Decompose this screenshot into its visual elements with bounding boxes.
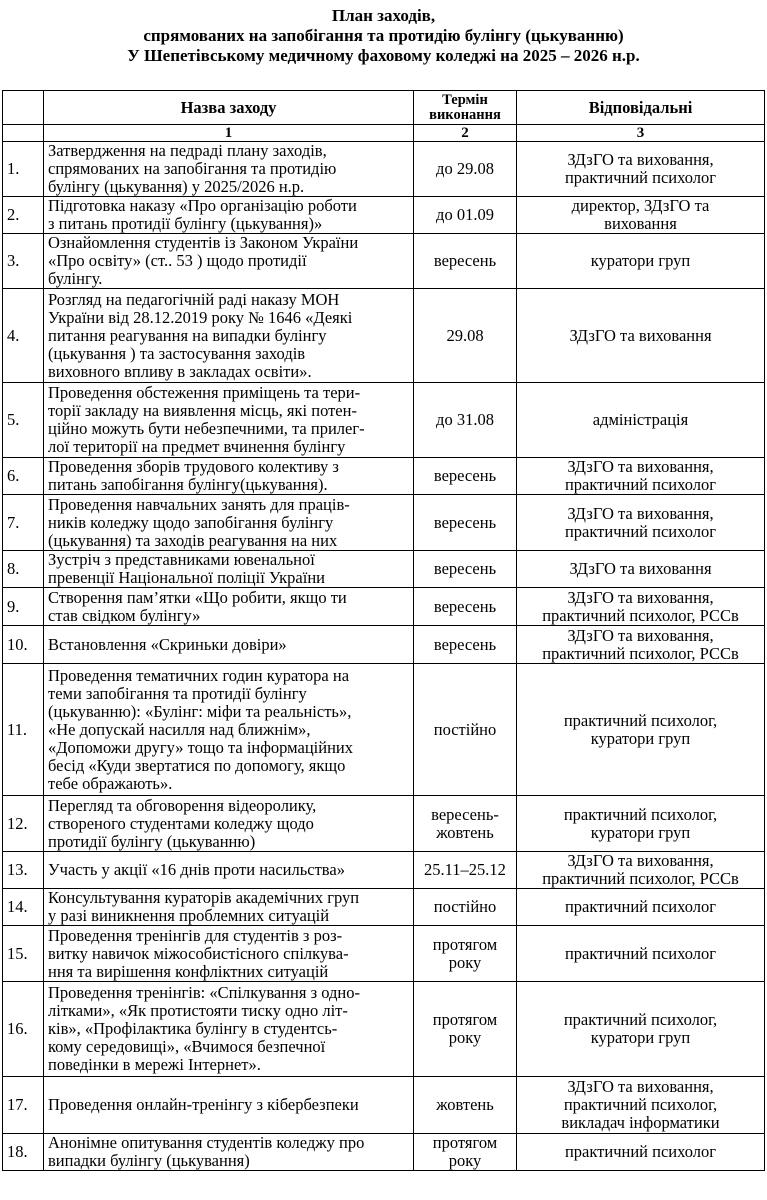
colnum-name: 1: [44, 125, 414, 142]
colnum-resp: 3: [517, 125, 765, 142]
row-responsible: ЗДзГО та виховання, практичний психолог: [517, 142, 765, 197]
table-row: [3, 796, 765, 852]
row-activity-name: Проведення тематичних годин куратора на теми запобігання та протидії булінгу (цькуванню): «Булінг: міфи та реальність», «Не допускай насилля над ближнім», «Допоможи другу» тощо та інформаційних бесід «Куди звертатися по допомогу, якщо тебе ображають».: [44, 664, 414, 796]
colnum-num: [3, 125, 44, 142]
plan-table: [2, 90, 765, 1171]
row-number: 7.: [3, 495, 44, 551]
row-number: 5.: [3, 383, 44, 458]
row-activity-name: Проведення тренінгів: «Спілкування з одно- літками», «Як протистояти тиску одно літ- ків», «Профілактика булінгу в студентсь- кому середовищі», «Вчимося безпечної поведінки в мережі Інтернет».: [44, 982, 414, 1077]
row-activity-name: Зустріч з представниками ювенальної превенції Національної поліції України: [44, 551, 414, 588]
table-row: [3, 1134, 765, 1171]
row-number: 9.: [3, 588, 44, 626]
row-number: 16.: [3, 982, 44, 1077]
row-responsible: практичний психолог: [517, 889, 765, 926]
row-activity-name: Встановлення «Скриньки довіри»: [44, 626, 414, 664]
row-number: 15.: [3, 926, 44, 982]
row-activity-name: Проведення навчальних занять для праців- ників коледжу щодо запобігання булінгу (цькування) та заходів реагування на них: [44, 495, 414, 551]
row-activity-name: Проведення онлайн-тренінгу з кібербезпеки: [44, 1077, 414, 1134]
row-deadline: вересень: [414, 458, 517, 495]
table-row: [3, 1077, 765, 1134]
row-number: 6.: [3, 458, 44, 495]
row-deadline: до 31.08: [414, 383, 517, 458]
table-row: [3, 626, 765, 664]
row-activity-name: Проведення тренінгів для студентів з роз- витку навичок міжособистісного спілкува- ння та вирішення конфліктних ситуацій: [44, 926, 414, 982]
table-row: [3, 982, 765, 1077]
table-row: [3, 551, 765, 588]
table-header-row: [3, 91, 765, 125]
row-responsible: практичний психолог: [517, 926, 765, 982]
table-row: [3, 142, 765, 197]
table-row: [3, 383, 765, 458]
row-responsible: ЗДзГО та виховання, практичний психолог, викладач інформатики: [517, 1077, 765, 1134]
row-responsible: ЗДзГО та виховання: [517, 289, 765, 383]
column-number-row: [3, 125, 765, 142]
row-activity-name: Проведення зборів трудового колективу з питань запобігання булінгу(цькування).: [44, 458, 414, 495]
row-activity-name: Розгляд на педагогічній раді наказу МОН України від 28.12.2019 року № 1646 «Деякі питання реагування на випадки булінгу (цькування ) та застосування заходів виховного впливу в закладах освіти».: [44, 289, 414, 383]
row-responsible: директор, ЗДзГО та виховання: [517, 197, 765, 234]
row-number: 3.: [3, 234, 44, 289]
row-activity-name: Ознайомлення студентів із Законом України «Про освіту» (ст.. 53 ) щодо протидії булінгу.: [44, 234, 414, 289]
table-row: [3, 289, 765, 383]
row-responsible: практичний психолог: [517, 1134, 765, 1171]
row-activity-name: Підготовка наказу «Про організацію роботи з питань протидії булінгу (цькування)»: [44, 197, 414, 234]
row-number: 17.: [3, 1077, 44, 1134]
title-line-2: спрямованих на запобігання та протидію булінгу (цькуванню): [143, 26, 624, 45]
row-responsible: практичний психолог, куратори груп: [517, 796, 765, 852]
row-activity-name: Анонімне опитування студентів коледжу про випадки булінгу (цькування): [44, 1134, 414, 1171]
row-deadline: вересень: [414, 551, 517, 588]
row-number: 18.: [3, 1134, 44, 1171]
row-responsible: ЗДзГО та виховання, практичний психолог, РССв: [517, 852, 765, 889]
table-row: [3, 495, 765, 551]
row-number: 4.: [3, 289, 44, 383]
title-line-3: У Шепетівському медичному фаховому коледжі на 2025 – 2026 н.р.: [127, 46, 640, 65]
row-responsible: куратори груп: [517, 234, 765, 289]
row-number: 10.: [3, 626, 44, 664]
row-deadline: вересень- жовтень: [414, 796, 517, 852]
row-number: 14.: [3, 889, 44, 926]
row-activity-name: Консультування кураторів академічних груп у разі виникнення проблемних ситуацій: [44, 889, 414, 926]
row-responsible: ЗДзГО та виховання, практичний психолог, РССв: [517, 588, 765, 626]
row-deadline: 25.11–25.12: [414, 852, 517, 889]
header-resp: Відповідальні: [517, 91, 765, 125]
table-row: [3, 234, 765, 289]
table-row: [3, 664, 765, 796]
row-activity-name: Участь у акції «16 днів проти насильства»: [44, 852, 414, 889]
row-responsible: ЗДзГО та виховання, практичний психолог: [517, 495, 765, 551]
document-title: [0, 6, 767, 66]
row-deadline: вересень: [414, 234, 517, 289]
row-deadline: постійно: [414, 889, 517, 926]
row-deadline: до 01.09: [414, 197, 517, 234]
table-row: [3, 889, 765, 926]
row-number: 13.: [3, 852, 44, 889]
table-row: [3, 852, 765, 889]
row-activity-name: Затвердження на педраді плану заходів, спрямованих на запобігання та протидію булінгу (цькування) у 2025/2026 н.р.: [44, 142, 414, 197]
header-name: Назва заходу: [44, 91, 414, 125]
row-number: 8.: [3, 551, 44, 588]
row-responsible: ЗДзГО та виховання: [517, 551, 765, 588]
row-number: 2.: [3, 197, 44, 234]
row-deadline: вересень: [414, 588, 517, 626]
row-responsible: ЗДзГО та виховання, практичний психолог: [517, 458, 765, 495]
row-activity-name: Створення пам’ятки «Що робити, якщо ти став свідком булінгу»: [44, 588, 414, 626]
table-row: [3, 926, 765, 982]
row-deadline: протягом року: [414, 982, 517, 1077]
row-deadline: жовтень: [414, 1077, 517, 1134]
row-number: 11.: [3, 664, 44, 796]
row-number: 12.: [3, 796, 44, 852]
row-deadline: протягом року: [414, 1134, 517, 1171]
title-line-1: План заходів,: [331, 6, 436, 25]
row-number: 1.: [3, 142, 44, 197]
row-responsible: ЗДзГО та виховання, практичний психолог, РССв: [517, 626, 765, 664]
row-responsible: практичний психолог, куратори груп: [517, 664, 765, 796]
row-deadline: 29.08: [414, 289, 517, 383]
table-row: [3, 458, 765, 495]
row-deadline: постійно: [414, 664, 517, 796]
row-deadline: до 29.08: [414, 142, 517, 197]
row-activity-name: Проведення обстеження приміщень та тери- торії закладу на виявлення місць, які потен- ційно можуть бути небезпечними, та прилег- лої території на предмет вчинення булінгу: [44, 383, 414, 458]
header-term: Термін виконання: [414, 91, 517, 125]
row-responsible: адміністрація: [517, 383, 765, 458]
row-responsible: практичний психолог, куратори груп: [517, 982, 765, 1077]
row-deadline: протягом року: [414, 926, 517, 982]
row-deadline: вересень: [414, 626, 517, 664]
colnum-term: 2: [414, 125, 517, 142]
table-row: [3, 197, 765, 234]
table-row: [3, 588, 765, 626]
row-activity-name: Перегляд та обговорення відеоролику, створеного студентами коледжу щодо протидії булінгу (цькуванню): [44, 796, 414, 852]
header-num: [3, 91, 44, 125]
row-deadline: вересень: [414, 495, 517, 551]
